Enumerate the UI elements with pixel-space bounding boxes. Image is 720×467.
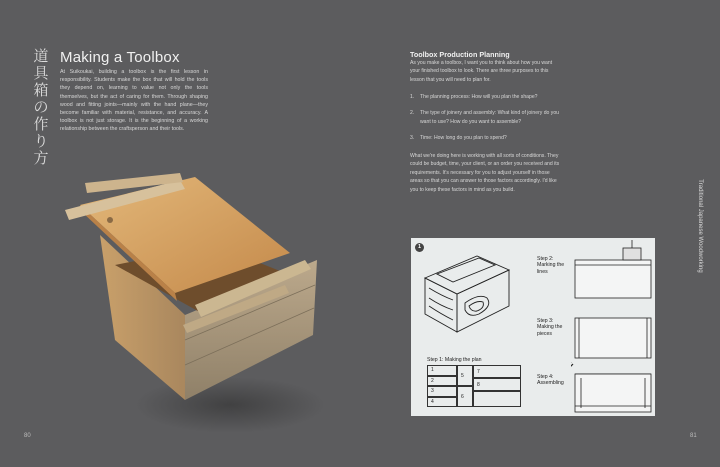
intro-paragraph-right: As you make a toolbox, I want you to think about how you want your finished toolbox to look. There are three purposes to this lesson that you will need to plan for. <box>410 60 553 83</box>
plan-cell: 1 <box>427 365 457 376</box>
right-page <box>360 0 720 467</box>
plan-cell: 3 <box>427 386 457 397</box>
section-heading: Toolbox Production Planning <box>410 50 510 59</box>
title-char: 作 <box>33 115 49 133</box>
page-number-left: 80 <box>24 433 31 439</box>
step2-label: Step 2: Marking the lines <box>537 256 565 275</box>
plan-cell: 8 <box>473 378 521 391</box>
step4-label: Step 4: Assembling <box>537 374 564 387</box>
step3-label: Step 3: Making the pieces <box>537 318 563 337</box>
step-drawings <box>571 238 655 416</box>
page-title: Making a Toolbox <box>60 49 180 66</box>
plan-cell: 2 <box>427 376 457 387</box>
plan-cell: 7 <box>473 365 521 378</box>
list-item <box>410 134 570 142</box>
title-char: 道 <box>33 47 49 65</box>
title-char: り <box>33 132 49 150</box>
title-char: の <box>33 98 49 116</box>
page-number-right: 81 <box>690 433 697 439</box>
list-text: The planning process: How will you plan the shape? <box>420 94 538 100</box>
plan-cell: 4 <box>427 397 457 408</box>
list-item <box>410 93 570 101</box>
side-text: Traditional Japanese Woodworking <box>697 179 703 273</box>
plan-grid <box>427 365 521 407</box>
step1-label: Step 1: Making the plan <box>427 357 482 363</box>
plan-cell-empty <box>473 391 521 407</box>
list-number: 2. <box>410 110 415 117</box>
planning-list <box>410 93 570 151</box>
title-char: 箱 <box>33 81 49 99</box>
title-char: 具 <box>33 64 49 82</box>
list-number: 1. <box>410 94 415 100</box>
list-text: Time: How long do you plan to spend? <box>420 135 507 142</box>
toolbox-photo <box>55 165 325 435</box>
intro-paragraph: At Suikoukai, building a toolbox is the first lesson in responsibility. Students make the box that will hold the tools they depend on, learning to value not only the tools themselves, but the act of caring for them. Through shaping wood and fitting joints—mainly with the hand plane—they become familiar with material, resistance, and accuracy. A toolbox is not just storage. It is the beginning of a working relationship between the craftsperson and their tools. <box>60 69 208 133</box>
running-header-vertical <box>685 175 703 285</box>
title-char: 方 <box>33 149 49 167</box>
plan-cell: 5 <box>457 365 473 386</box>
list-item <box>410 109 570 126</box>
vertical-japanese-title <box>32 48 50 167</box>
production-steps-diagram <box>411 238 655 416</box>
conditions-paragraph: What we're doing here is working with all sorts of conditions. They could be budget, time, your client, or an order you received and its requirements. It's necessary for you to adjust yourself in those areas so that you can answer to those factors accordingly. I'd like you to keep these factors in mind as you build. <box>410 153 560 193</box>
toolbox-isometric-drawing <box>417 248 517 338</box>
figure-badge: 1 <box>415 243 424 252</box>
plan-cell: 6 <box>457 386 473 407</box>
list-number: 3. <box>410 135 415 142</box>
list-text: The type of joinery and assembly: What kind of joinery do you want to use? How do you want to assemble? <box>420 110 560 125</box>
